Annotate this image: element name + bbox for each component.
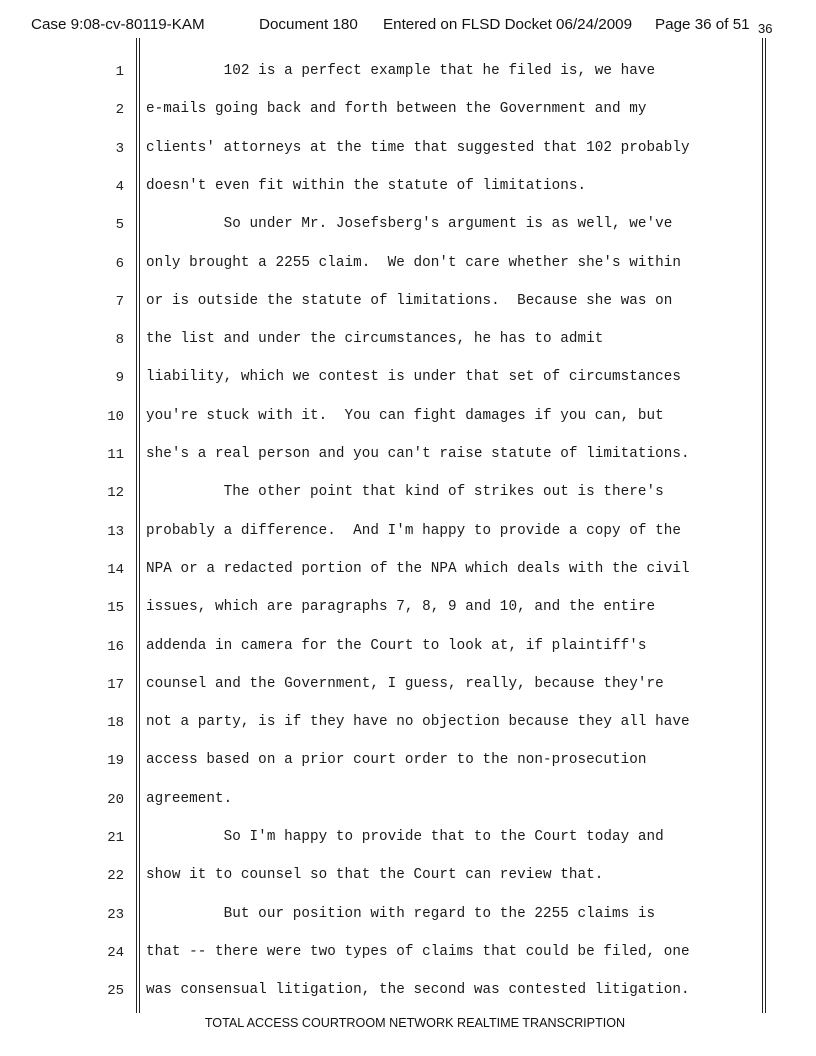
line-text: that -- there were two types of claims that could be filed, one	[146, 943, 690, 960]
line-number: 22	[107, 868, 124, 885]
line-number: 12	[107, 485, 124, 502]
line-text: only brought a 2255 claim. We don't care whether she's within	[146, 254, 682, 271]
line-number: 20	[107, 791, 124, 808]
transcript-footer: TOTAL ACCESS COURTROOM NETWORK REALTIME TRANSCRIPTION	[204, 1016, 626, 1030]
transcript-line	[0, 476, 816, 512]
line-number: 18	[107, 715, 124, 732]
transcript-line	[0, 285, 816, 321]
line-number: 10	[107, 408, 124, 425]
page-count: Page 36 of 51	[655, 16, 750, 33]
line-number: 3	[115, 140, 124, 157]
docket-header	[31, 16, 816, 42]
transcript-line	[0, 515, 816, 551]
line-number: 5	[115, 217, 124, 234]
line-number: 25	[107, 983, 124, 1000]
line-text: was consensual litigation, the second was contested litigation.	[146, 982, 690, 999]
line-text: she's a real person and you can't raise statute of limitations.	[146, 446, 690, 462]
line-number: 1	[115, 64, 124, 80]
line-number: 4	[115, 178, 124, 195]
line-number: 8	[115, 332, 124, 349]
transcript-line	[0, 974, 816, 1010]
line-text: agreement.	[146, 790, 233, 807]
transcript-line	[0, 55, 816, 91]
line-text: or is outside the statute of limitations. Because she was on	[146, 292, 673, 309]
line-number: 19	[107, 753, 124, 770]
line-number: 15	[107, 600, 124, 617]
line-text: not a party, is if they have no objection because they all have	[146, 714, 690, 731]
line-text: show it to counsel so that the Court can review that.	[146, 867, 604, 884]
transcript-line	[0, 821, 816, 857]
transcript-line	[0, 208, 816, 244]
transcript-line	[0, 898, 816, 934]
line-text: issues, which are paragraphs 7, 8, 9 and 10, and the entire	[146, 599, 656, 616]
line-number: 2	[115, 102, 124, 119]
line-number: 23	[107, 906, 124, 923]
transcript-page-number: 36	[758, 21, 773, 36]
transcript-line	[0, 783, 816, 819]
transcript-line	[0, 361, 816, 397]
docket-entry-date: Entered on FLSD Docket 06/24/2009	[383, 16, 633, 33]
line-number: 14	[107, 561, 124, 578]
line-text: The other point that kind of strikes out is there's	[146, 484, 664, 501]
line-text: 102 is a perfect example that he filed is, we have	[146, 63, 656, 79]
line-text: e-mails going back and forth between the Government and my	[146, 101, 647, 118]
line-number: 17	[107, 676, 124, 693]
document-number: Document 180	[259, 16, 358, 33]
transcript-line	[0, 400, 816, 436]
line-number: 24	[107, 944, 124, 961]
transcript-line	[0, 859, 816, 895]
line-number: 13	[107, 523, 124, 540]
transcript-line	[0, 132, 816, 168]
transcript-line	[0, 553, 816, 589]
line-number: 11	[107, 447, 124, 463]
line-text: access based on a prior court order to the non-prosecution	[146, 752, 647, 769]
transcript-line	[0, 323, 816, 359]
case-number: Case 9:08-cv-80119-KAM	[31, 16, 205, 33]
line-text: addenda in camera for the Court to look at, if plaintiff's	[146, 637, 647, 654]
line-number: 6	[115, 255, 124, 272]
line-text: you're stuck with it. You can fight damages if you can, but	[146, 407, 664, 424]
transcript-line	[0, 936, 816, 972]
transcript-line	[0, 247, 816, 283]
transcript-line	[0, 744, 816, 780]
line-text: So I'm happy to provide that to the Court today and	[146, 829, 664, 845]
line-text: clients' attorneys at the time that suggested that 102 probably	[146, 139, 690, 156]
line-number: 21	[107, 830, 124, 846]
transcript-line	[0, 591, 816, 627]
line-number: 9	[115, 370, 124, 387]
transcript-line	[0, 93, 816, 129]
line-text: doesn't even fit within the statute of limitations.	[146, 177, 587, 194]
line-text: But our position with regard to the 2255 claims is	[146, 905, 656, 922]
transcript-line	[0, 668, 816, 704]
line-text: NPA or a redacted portion of the NPA which deals with the civil	[146, 560, 690, 577]
line-text: counsel and the Government, I guess, really, because they're	[146, 675, 664, 692]
line-text: probably a difference. And I'm happy to provide a copy of the	[146, 522, 682, 539]
line-text: the list and under the circumstances, he has to admit	[146, 331, 604, 348]
transcript-line	[0, 170, 816, 206]
line-number: 16	[107, 638, 124, 655]
line-text: So under Mr. Josefsberg's argument is as well, we've	[146, 216, 673, 233]
line-number: 7	[115, 293, 124, 310]
transcript-line	[0, 630, 816, 666]
transcript-line	[0, 438, 816, 474]
transcript-line	[0, 706, 816, 742]
line-text: liability, which we contest is under that set of circumstances	[146, 369, 682, 386]
